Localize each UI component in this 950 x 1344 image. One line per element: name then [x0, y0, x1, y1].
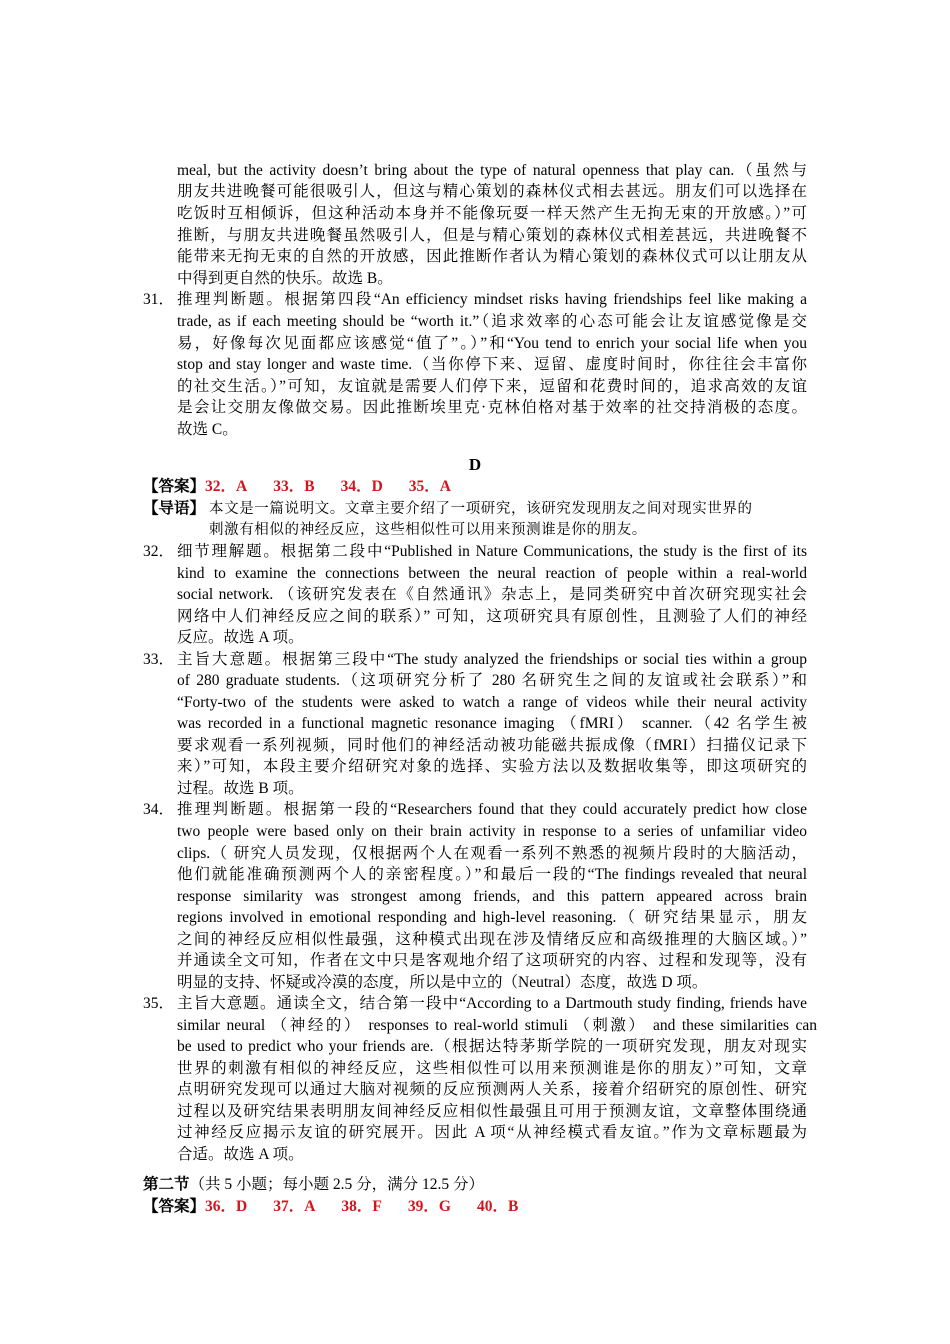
text-line: trade, as if each meeting should be “worth it.”（追求效率的心态可能会让友谊感觉像是交 [177, 313, 807, 330]
section2-title-row [143, 1175, 484, 1196]
text-line: 中得到更自然的快乐。故选 B。 [177, 270, 393, 287]
text-line: 推理判断题。根据第一段的“Researchers found that they could accurately predict how close [177, 801, 807, 818]
text-line: 推理判断题。根据第四段“An efficiency mindset risks having friendships feel like making a [177, 291, 807, 308]
text-line: 吃饭时互相倾诉，但这种活动本身并不能像玩耍一样天然产生无拘无束的开放感。）”可 [177, 205, 807, 222]
text-line: 明显的支持、怀疑或冷漠的态度，所以是中立的（Neutral）态度，故选 D 项。 [177, 974, 708, 991]
text-line: regions involved in emotional responding and high-level reasoning.（ 研究结果显示，朋友 [177, 909, 807, 926]
question-number: 32． [143, 543, 175, 560]
section2-title: 第二节 [143, 1176, 190, 1193]
text-line: 合适。故选 A 项。 [177, 1146, 304, 1163]
answer-item: 33．B [273, 478, 315, 495]
answer-row-section2 [143, 1197, 518, 1218]
text-line: response similarity was strongest among friends, and this pattern appeared across brain [177, 888, 807, 905]
guide-text-line: 刺激有相似的神经反应，这些相似性可以用来预测谁是你的朋友。 [209, 522, 647, 538]
question-number: 31． [143, 291, 175, 308]
text-line: 点明研究发现可以通过大脑对视频的反应预测两人关系，接着介绍研究的原创性、研究 [177, 1081, 807, 1098]
text-line: 并通读全文可知，作者在文中只是客观地介绍了这项研究的内容、过程和发现等，没有 [177, 952, 807, 969]
text-line: social network. （该研究发表在《自然通讯》杂志上，是同类研究中首次研究现实社会 [177, 586, 807, 603]
answer-item: 38．F [341, 1198, 382, 1215]
question-number: 33． [143, 651, 175, 668]
guide-label: 【导语】 [143, 500, 206, 517]
text-line: 过程以及研究结果表明朋友间神经反应相似性最强且可用于预测友谊，文章整体围绕通 [177, 1103, 807, 1120]
answer-item: 36．D [205, 1198, 248, 1215]
text-line: kind to examine the connections between the neural reaction of people within a real-world [177, 565, 807, 582]
text-line: clips.（ 研究人员发现，仅根据两个人在观看一系列不熟悉的视频片段时的大脑活动， [177, 845, 807, 862]
guide-text-line: 本文是一篇说明文。文章主要介绍了一项研究，该研究发现朋友之间对现实世界的 [209, 501, 753, 517]
question-number: 35． [143, 995, 175, 1012]
text-line: 他们就能准确预测两个人的亲密程度。）”和最后一段的“The findings revealed that neural [177, 866, 807, 883]
text-line: similar neural （神经的） responses to real-world stimuli （刺激） and these similarities can [177, 1017, 817, 1034]
answer-item: 39．G [407, 1198, 451, 1215]
text-line: 的社交生活。）”可知，友谊就是需要人们停下来，逗留和花费时间的，追求高效的友谊 [177, 378, 807, 395]
answer-item: 37．A [273, 1198, 316, 1215]
answer-row-d [143, 477, 451, 498]
text-line: “Forty-two of the students were asked to watch a range of videos while their neural activity [177, 694, 807, 711]
text-line: 之间的神经反应相似性最强，这种模式出现在涉及情绪反应和高级推理的大脑区域。）” [177, 931, 807, 948]
text-line: 是会让交朋友像做交易。因此推断埃里克·克林伯格对基于效率的社交持消极的态度。 [177, 399, 807, 416]
answer-label: 【答案】 [143, 1198, 206, 1215]
section2-desc: （共 5 小题；每小题 2.5 分，满分 12.5 分） [189, 1176, 485, 1193]
text-line: of 280 graduate students.（这项研究分析了 280 名研究生之间的友谊或社会联系）”和 [177, 672, 807, 689]
answer-item: 32．A [205, 478, 248, 495]
text-line: two people were based only on their brain activity in response to a series of unfamiliar video [177, 823, 807, 840]
answer-label: 【答案】 [143, 478, 206, 495]
answer-item: 35．A [408, 478, 451, 495]
text-line: 能带来无拘无束的自然的开放感，因此推断作者认为精心策划的森林仪式可以让朋友从 [177, 248, 807, 265]
text-line: 主旨大意题。通读全文，结合第一段中“According to a Dartmouth study finding, friends have [177, 995, 807, 1012]
text-line: 推断，与朋友共进晚餐虽然吸引人，但是与精心策划的森林仪式相差甚远，共进晚餐不 [177, 227, 807, 244]
section-heading: D [468, 455, 482, 474]
text-line: 世界的刺激有相似的神经反应，这些相似性可以用来预测谁是你的朋友）”可知，文章 [177, 1060, 807, 1077]
question-number: 34． [143, 801, 175, 818]
text-line: 细节理解题。根据第二段中“Published in Nature Communications, the study is the first of its [177, 543, 807, 560]
text-line: 故选 C。 [177, 421, 238, 438]
answer-item: 40．B [476, 1198, 519, 1215]
text-line: 过神经反应揭示友谊的研究展开。因此 A 项“从神经模式看友谊。”作为文章标题最为 [177, 1124, 807, 1141]
text-line: meal, but the activity doesn’t bring about the type of natural openness that play can.（虽然与 [177, 162, 807, 179]
text-line: 网络中人们神经反应之间的联系）” 可知，这项研究具有原创性，且测验了人们的神经 [177, 608, 807, 625]
text-line: 反应。故选 A 项。 [177, 629, 304, 646]
text-line: 过程。故选 B 项。 [177, 780, 304, 797]
text-line: 要求观看一系列视频，同时他们的神经活动被功能磁共振成像（fMRI）扫描仪记录下 [177, 737, 807, 754]
text-line: stop and stay longer and waste time.（当你停下来、逗留、虚度时间时，你往往会丰富你 [177, 356, 807, 373]
text-line: was recorded in a functional magnetic resonance imaging （fMRI） scanner.（42 名学生被 [177, 715, 807, 732]
text-line: be used to predict who your friends are.（根据达特茅斯学院的一项研究发现，朋友对现实 [177, 1038, 807, 1055]
text-line: 主旨大意题。根据第三段中“The study analyzed the friendships or social ties within a group [177, 651, 807, 668]
answer-item: 34．D [340, 478, 383, 495]
text-line: 来）”可知，本段主要介绍研究对象的选择、实验方法以及数据收集等，即这项研究的 [177, 758, 807, 775]
text-line: 易，好像每次见面都应该感觉“值了”。）”和“You tend to enrich your social life when you [177, 335, 807, 352]
text-line: 朋友共进晚餐可能很吸引人，但这与精心策划的森林仪式相去甚远。朋友们可以选择在 [177, 183, 807, 200]
